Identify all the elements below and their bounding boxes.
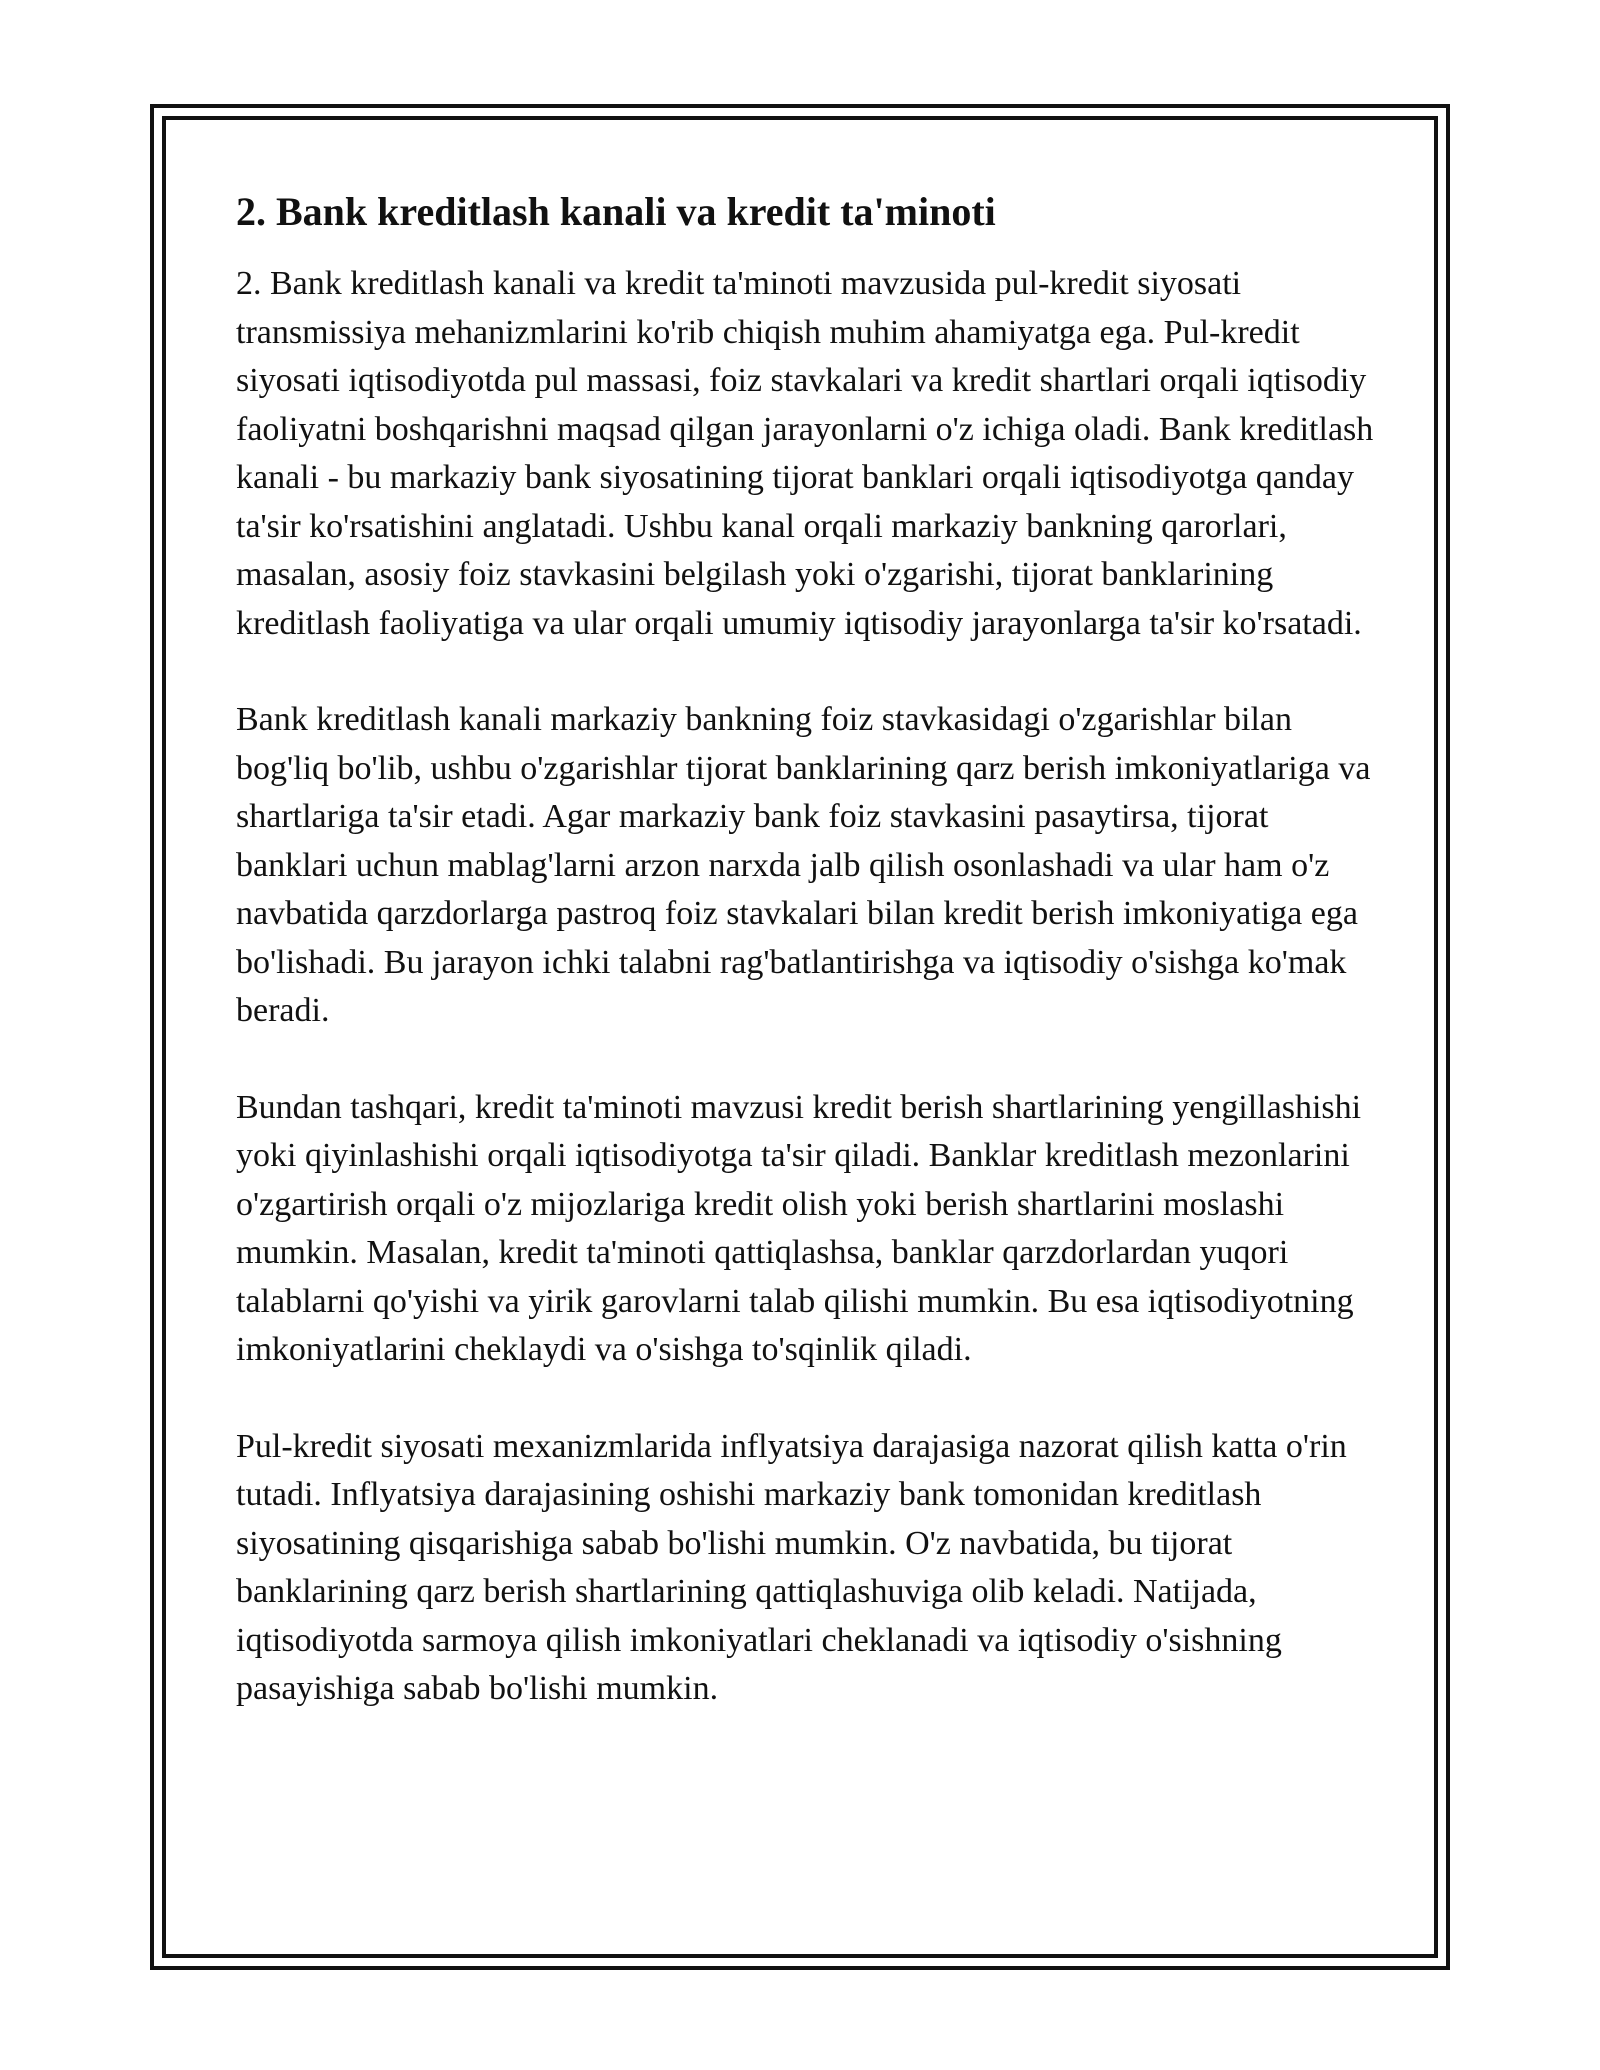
- section-heading: 2. Bank kreditlash kanali va kredit ta'minoti: [236, 189, 996, 234]
- paragraph-1: 2. Bank kreditlash kanali va kredit ta'minoti mavzusida pul-kredit siyosati transmissiya mehanizmlarini ko'rib chiqish muhim ahamiyatga ega. Pul-kredit siyosati iqtisodiyotda pul massasi, foiz stavkalari va kredit shartlari orqali iqtisodiy faoliyatni boshqarishni maqsad qilgan jarayonlarni o'z ichiga oladi. Bank kreditlash kanali - bu markaziy bank siyosatining tijorat banklari orqali iqtisodiyotga qanday ta'sir ko'rsatishini anglatadi. Ushbu kanal orqali markaziy bankning qarorlari, masalan, asosiy foiz stavkasini belgilash yoki o'zgarishi, tijorat banklarining kreditlash faoliyatiga va ular orqali umumiy iqtisodiy jarayonlarga ta'sir ko'rsatadi.: [236, 265, 1374, 642]
- document-body: [236, 184, 1376, 1762]
- paragraph-4: Pul-kredit siyosati mexanizmlarida inflyatsiya darajasiga nazorat qilish katta o'rin tutadi. Inflyatsiya darajasining oshishi markaziy bank tomonidan kreditlash siyosatining qisqarishiga sabab bo'lishi mumkin. O'z navbatida, bu tijorat banklarining qarz berish shartlarining qattiqlashuviga olib keladi. Natijada, iqtisodiyotda sarmoya qilish imkoniyatlari cheklanadi va iqtisodiy o'sishning pasayishiga sabab bo'lishi mumkin.: [236, 1427, 1347, 1707]
- paragraph-2: Bank kreditlash kanali markaziy bankning foiz stavkasidagi o'zgarishlar bilan bog'liq bo'lib, ushbu o'zgarishlar tijorat banklarining qarz berish imkoniyatlariga va shartlariga ta'sir etadi. Agar markaziy bank foiz stavkasini pasaytirsa, tijorat banklari uchun mablag'larni arzon narxda jalb qilish osonlashadi va ular ham o'z navbatida qarzdorlarga pastroq foiz stavkalari bilan kredit berish imkoniyatiga ega bo'lishadi. Bu jarayon ichki talabni rag'batlantirishga va iqtisodiy o'sishga ko'mak beradi.: [236, 701, 1371, 1029]
- paragraph-3: Bundan tashqari, kredit ta'minoti mavzusi kredit berish shartlarining yengillashishi yoki qiyinlashishi orqali iqtisodiyotga ta'sir qiladi. Banklar kreditlash mezonlarini o'zgartirish orqali o'z mijozlariga kredit olish yoki berish shartlarini moslashi mumkin. Masalan, kredit ta'minoti qattiqlashsa, banklar qarzdorlardan yuqori talablarni qo'yishi va yirik garovlarni talab qilishi mumkin. Bu esa iqtisodiyotning imkoniyatlarini cheklaydi va o'sishga to'sqinlik qiladi.: [236, 1088, 1362, 1368]
